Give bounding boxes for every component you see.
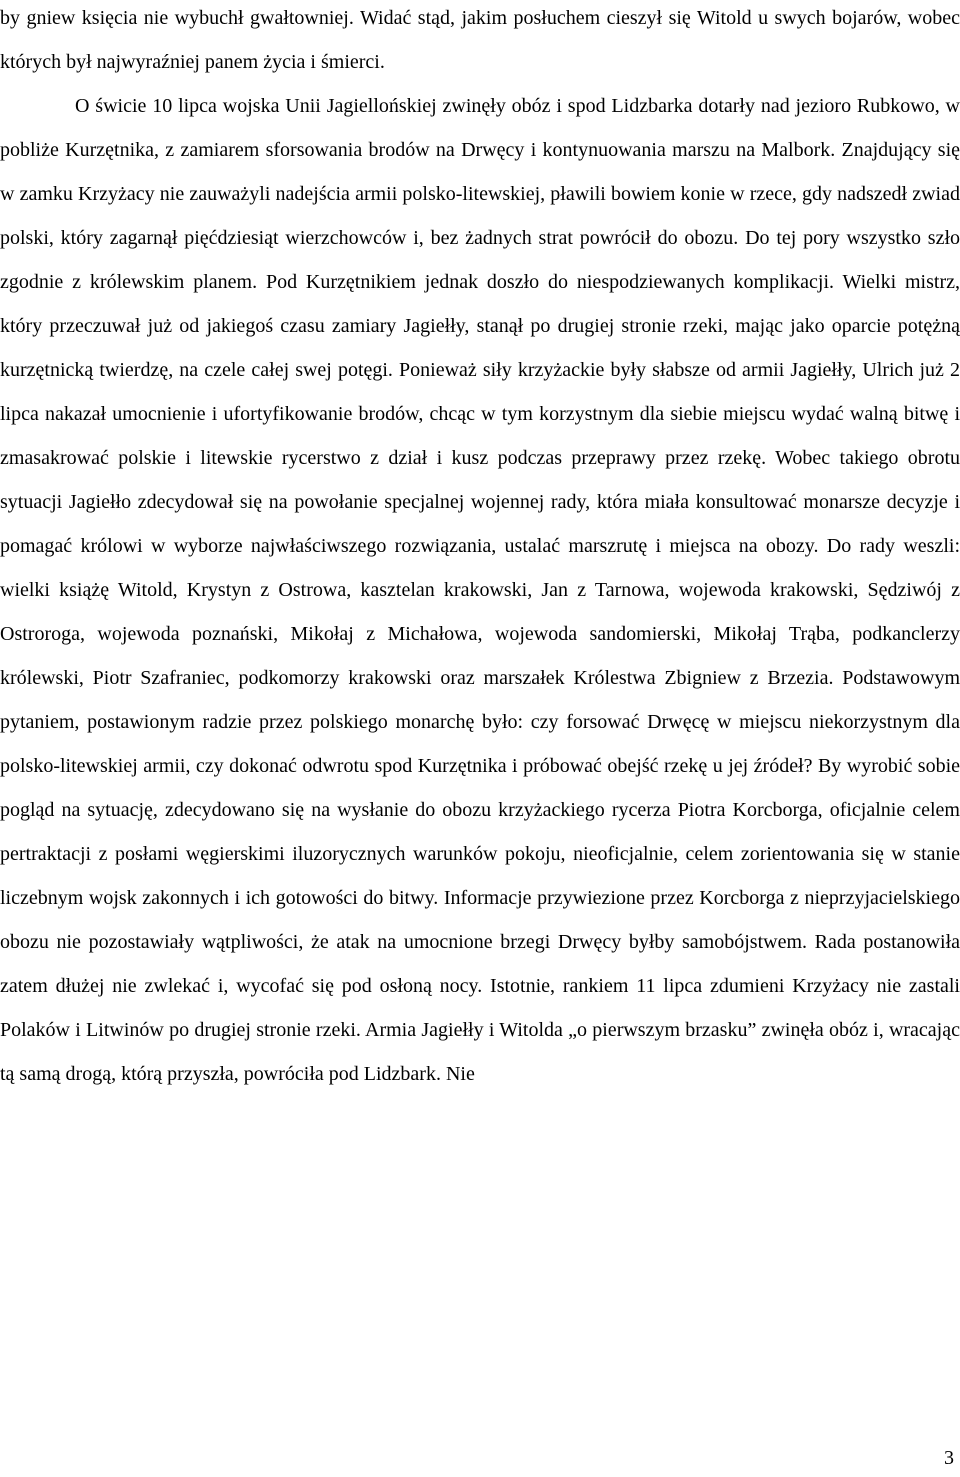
paragraph-continuation: by gniew księcia nie wybuchł gwałtowniej. Widać stąd, jakim posłuchem cieszył się Witold u swych bojarów, wobec których był najwyraźniej panem życia i śmierci.	[0, 7, 960, 73]
page-number: 3	[944, 1447, 954, 1469]
paragraph-main: O świcie 10 lipca wojska Unii Jagiellońskiej zwinęły obóz i spod Lidzbarka dotarły nad jezioro Rubkowo, w pobliże Kurzętnika, z zamiarem sforsowania brodów na Drwęcy i kontynuowania marszu na Malbork. Znajdujący się w zamku Krzyżacy nie zauważyli nadejścia armii polsko-litewskiej, pławili bowiem konie w rzece, gdy nadszedł zwiad polski, który zagarnął pięćdziesiąt wierzchowców i, bez żadnych strat powrócił do obozu. Do tej pory wszystko szło zgodnie z królewskim planem. Pod Kurzętnikiem jednak doszło do niespodziewanych komplikacji. Wielki mistrz, który przeczuwał już od jakiegoś czasu zamiary Jagiełły, stanął po drugiej stronie rzeki, mając jako oparcie potężną kurzętnicką twierdzę, na czele całej swej potęgi. Ponieważ siły krzyżackie były słabsze od armii Jagiełły, Ulrich już 2 lipca nakazał umocnienie i ufortyfikowanie brodów, chcąc w tym korzystnym dla siebie miejscu wydać walną bitwę i zmasakrować polskie i litewskie rycerstwo z dział i kusz podczas przeprawy przez rzekę. Wobec takiego obrotu sytuacji Jagiełło zdecydował się na powołanie specjalnej wojennej rady, która miała konsultować monarsze decyzje i pomagać królowi w wyborze najwłaściwszego rozwiązania, ustalać marszrutę i miejsca na obozy. Do rady weszli: wielki książę Witold, Krystyn z Ostrowa, kasztelan krakowski, Jan z Tarnowa, wojewoda krakowski, Sędziwój z Ostroroga, wojewoda poznański, Mikołaj z Michałowa, wojewoda sandomierski, Mikołaj Trąba, podkanclerzy królewski, Piotr Szafraniec, podkomorzy krakowski oraz marszałek Królestwa Zbigniew z Brzezia. Podstawowym pytaniem, postawionym radzie przez polskiego monarchę było: czy forsować Drwęcę w miejscu niekorzystnym dla polsko-litewskiej armii, czy dokonać odwrotu spod Kurzętnika i próbować obejść rzekę u jej źródeł? By wyrobić sobie pogląd na sytuację, zdecydowano się na wysłanie do obozu krzyżackiego rycerza Piotra Korcborga, oficjalnie celem pertraktacji z posłami węgierskimi iluzorycznych warunków pokoju, nieoficjalnie, celem zorientowania się w stanie liczebnym wojsk zakonnych i ich gotowości do bitwy. Informacje przywiezione przez Korcborga z nieprzyjacielskiego obozu nie pozostawiały wątpliwości, że atak na umocnione brzegi Drwęcy byłby samobójstwem. Rada postanowiła zatem dłużej nie zwlekać i, wycofać się pod osłoną nocy. Istotnie, rankiem 11 lipca zdumieni Krzyżacy nie zastali Polaków i Litwinów po drugiej stronie rzeki. Armia Jagiełły i Witolda „o pierwszym brzasku” zwinęła obóz i, wracając tą samą drogą, którą przyszła, powróciła pod Lidzbark. Nie	[0, 95, 960, 1085]
